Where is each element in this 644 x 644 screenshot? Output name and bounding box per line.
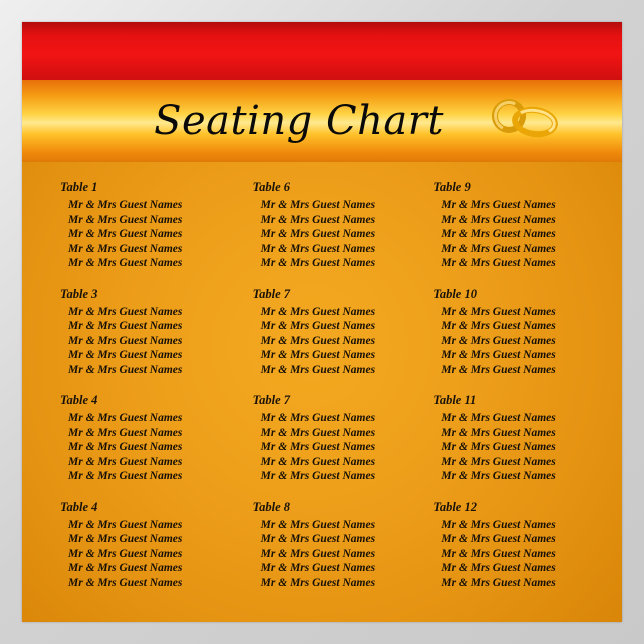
guest-name: Mr & Mrs Guest Names [68,547,183,560]
table-label: Table 1 [60,180,98,194]
table-label: Table 3 [60,286,98,301]
guest-name: Mr & Mrs Guest Names [260,547,376,560]
guest-name: Mr & Mrs Guest Names [68,363,183,376]
guest-name: Mr & Mrs Guest Names [68,320,183,332]
guest-name: Mr & Mrs Guest Names [441,576,556,589]
table-label: Table 4 [60,393,98,407]
guest-name: Mr & Mrs Guest Names [68,305,183,318]
guest-name: Mr & Mrs Guest Names [68,228,183,240]
guest-name: Mr & Mrs Guest Names [441,412,556,424]
page-title: Seating Chart [154,98,444,144]
guest-name: Mr & Mrs Guest Names [260,349,376,361]
guest-name: Mr & Mrs Guest Names [260,426,376,439]
table-label: Table 6 [252,180,291,194]
guest-name: Mr & Mrs Guest Names [260,334,376,347]
guest-name: Mr & Mrs Guest Names [68,412,183,424]
guest-name: Mr & Mrs Guest Names [68,242,183,255]
guest-name: Mr & Mrs Guest Names [260,228,376,240]
guest-name: Mr & Mrs Guest Names [441,533,556,545]
guest-name: Mr & Mrs Guest Names [260,363,376,376]
guest-name: Mr & Mrs Guest Names [441,518,556,531]
table-label: Table 7 [252,286,291,301]
guest-name: Mr & Mrs Guest Names [441,363,556,376]
table-label: Table 12 [433,499,477,514]
guest-name: Mr & Mrs Guest Names [68,470,183,482]
guest-name: Mr & Mrs Guest Names [441,213,556,226]
guest-name: Mr & Mrs Guest Names [68,199,183,211]
seating-column-3 [415,180,602,622]
table-label: Table 4 [60,499,98,514]
seating-body [22,162,622,622]
top-red-band [22,22,622,80]
seating-column-2 [229,180,416,622]
table-block [431,500,602,591]
guest-name: Mr & Mrs Guest Names [260,412,376,424]
guest-name: Mr & Mrs Guest Names [68,213,183,226]
table-block [247,500,416,591]
table-block [431,393,602,484]
table-block [60,393,229,484]
guest-name: Mr & Mrs Guest Names [441,242,556,255]
table-block [60,287,229,378]
guest-name: Mr & Mrs Guest Names [68,455,183,468]
guest-name: Mr & Mrs Guest Names [441,199,556,211]
guest-name: Mr & Mrs Guest Names [441,562,556,574]
table-block [247,393,416,484]
table-block [431,287,602,378]
table-block [60,500,229,591]
guest-name: Mr & Mrs Guest Names [441,426,556,439]
table-block [247,287,416,378]
guest-name: Mr & Mrs Guest Names [260,455,376,468]
guest-name: Mr & Mrs Guest Names [441,334,556,347]
table-label: Table 8 [252,499,291,514]
guest-name: Mr & Mrs Guest Names [68,441,183,453]
guest-name: Mr & Mrs Guest Names [260,242,376,255]
table-block [431,180,602,271]
guest-name: Mr & Mrs Guest Names [441,470,556,482]
guest-name: Mr & Mrs Guest Names [68,349,183,361]
wedding-rings-icon [490,97,564,145]
guest-name: Mr & Mrs Guest Names [260,305,376,318]
guest-name: Mr & Mrs Guest Names [441,441,556,453]
seating-column-1 [42,180,229,622]
table-block [247,180,416,271]
guest-name: Mr & Mrs Guest Names [260,562,376,574]
guest-name: Mr & Mrs Guest Names [260,441,376,453]
guest-name: Mr & Mrs Guest Names [68,533,183,545]
guest-name: Mr & Mrs Guest Names [68,562,183,574]
guest-name: Mr & Mrs Guest Names [68,334,183,347]
guest-name: Mr & Mrs Guest Names [68,576,183,589]
guest-name: Mr & Mrs Guest Names [441,257,556,269]
guest-name: Mr & Mrs Guest Names [68,257,183,269]
guest-name: Mr & Mrs Guest Names [68,426,183,439]
table-label: Table 11 [433,393,477,407]
guest-name: Mr & Mrs Guest Names [441,320,556,332]
guest-name: Mr & Mrs Guest Names [260,213,376,226]
guest-name: Mr & Mrs Guest Names [260,533,376,545]
guest-name: Mr & Mrs Guest Names [441,547,556,560]
guest-name: Mr & Mrs Guest Names [260,199,376,211]
guest-name: Mr & Mrs Guest Names [441,349,556,361]
guest-name: Mr & Mrs Guest Names [441,228,556,240]
table-label: Table 7 [252,393,291,407]
guest-name: Mr & Mrs Guest Names [68,518,183,531]
guest-name: Mr & Mrs Guest Names [441,455,556,468]
seating-chart-poster [22,22,622,622]
guest-name: Mr & Mrs Guest Names [260,518,376,531]
guest-name: Mr & Mrs Guest Names [441,305,556,318]
guest-name: Mr & Mrs Guest Names [260,257,376,269]
guest-name: Mr & Mrs Guest Names [260,470,376,482]
guest-name: Mr & Mrs Guest Names [260,576,376,589]
table-block [60,180,229,271]
table-label: Table 9 [433,180,471,194]
seating-columns [42,180,602,622]
table-label: Table 10 [433,286,477,301]
guest-name: Mr & Mrs Guest Names [260,320,376,332]
